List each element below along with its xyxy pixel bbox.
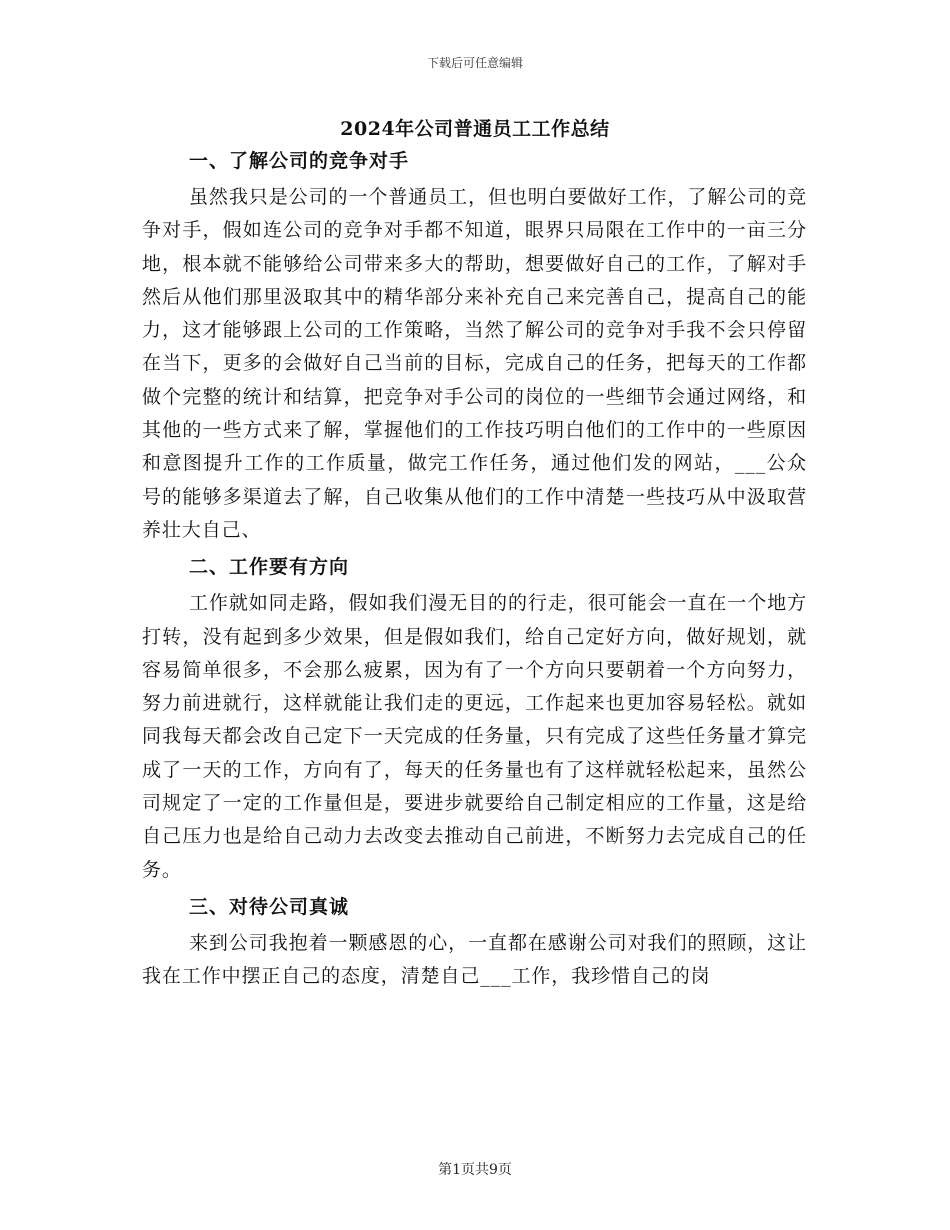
section-heading: 一、了解公司的竞争对手 bbox=[189, 150, 410, 172]
section-paragraph: 来到公司我抱着一颗感恩的心，一直都在感谢公司对我们的照顾，这让我在工作中摆正自己的态度，清楚自己___工作，我珍惜自己的岗 bbox=[142, 931, 807, 988]
section-sincerity bbox=[142, 894, 807, 994]
document-body bbox=[142, 148, 807, 1001]
section-heading: 二、工作要有方向 bbox=[189, 556, 350, 579]
section-paragraph: 工作就如同走路，假如我们漫无目的的行走，很可能会一直在一个地方打转，没有起到多少效果，但是假如我们，给自己定好方向，做好规划，就容易简单很多，不会那么疲累，因为有了一个方向只要朝着一个方向努力，努力前进就行，这样就能让我们走的更远，工作起来也更加容易轻松。就如同我每天都会改自己定下一天完成的任务量，只有完成了这些任务量才算完成了一天的工作，方向有了，每天的任务量也有了这样就轻松起来，虽然公司规定了一定的工作量但是，要进步就要给自己制定相应的工作量，这是给自己压力也是给自己动力去改变去推动自己前进，不断努力去完成自己的任务。 bbox=[142, 592, 807, 881]
header-note: 下载后可任意编辑 bbox=[426, 56, 523, 70]
section-paragraph: 虽然我只是公司的一个普通员工，但也明白要做好工作，了解公司的竞争对手，假如连公司的竞争对手都不知道，眼界只局限在工作中的一亩三分地，根本就不能够给公司带来多大的帮助，想要做好自己的工作，了解对手然后从他们那里汲取其中的精华部分来补充自己来完善自己，提高自己的能力，这才能够跟上公司的工作策略，当然了解公司的竞争对手我不会只停留在当下，更多的会做好自己当前的目标，完成自己的任务，把每天的工作都做个完整的统计和结算，把竞争对手公司的岗位的一些细节会通过网络，和其他的一些方式来了解，掌握他们的工作技巧明白他们的工作中的一些原因和意图提升工作的工作质量，做完工作任务，通过他们发的网站，___公众号的能够多渠道去了解，自己收集从他们的工作中清楚一些技巧从中汲取营养壮大自己、 bbox=[142, 186, 807, 541]
section-direction bbox=[142, 554, 807, 887]
document-title: 2024年公司普通员工工作总结 bbox=[340, 118, 610, 140]
page-footer: 第1页共9页 bbox=[438, 1162, 512, 1178]
section-heading: 三、对待公司真诚 bbox=[189, 895, 350, 918]
section-competitors bbox=[142, 148, 807, 547]
